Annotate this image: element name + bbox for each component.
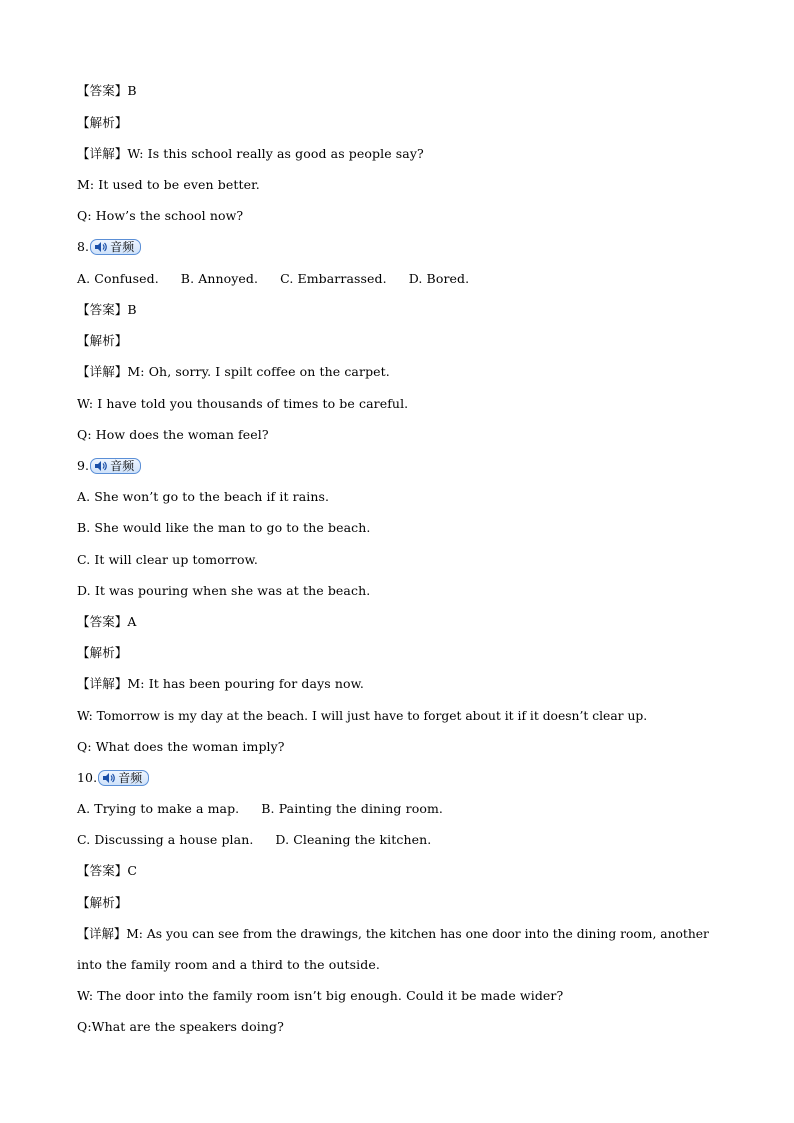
transcript-line: Q:What are the speakers doing?	[77, 1019, 284, 1034]
answer-value: C	[127, 863, 138, 878]
q9-analysis-line	[77, 643, 754, 663]
q8-options	[77, 269, 754, 289]
detail-label: 【详解】	[77, 364, 128, 379]
audio-label: 音频	[110, 239, 135, 254]
option-c: C. Embarrassed.	[280, 271, 387, 286]
transcript-line: Q: How does the woman feel?	[77, 427, 269, 442]
answer-label: 【答案】	[77, 302, 128, 317]
analysis-label: 【解析】	[77, 333, 128, 348]
audio-button[interactable]	[90, 458, 141, 474]
speaker-icon	[102, 772, 116, 784]
audio-button[interactable]	[98, 770, 149, 786]
analysis-label: 【解析】	[77, 115, 128, 130]
q9-detail-line	[77, 674, 754, 694]
transcript-line: M: It used to be even better.	[77, 177, 260, 192]
q10-detail-line	[77, 924, 754, 944]
transcript-line: W: The door into the family room isn’t big enough. Could it be made wider?	[77, 988, 564, 1003]
transcript-line: M: As you can see from the drawings, the kitchen has one door into the dining room, another	[126, 927, 709, 941]
q10-options-row1	[77, 799, 754, 819]
audio-label: 音频	[110, 458, 135, 473]
q10-analysis-line	[77, 893, 754, 913]
transcript-line: W: Is this school really as good as people say?	[127, 146, 424, 161]
option-b: B. Painting the dining room.	[261, 801, 443, 816]
analysis-label: 【解析】	[77, 645, 128, 660]
transcript-line: W: Tomorrow is my day at the beach. I will just have to forget about it if it doesn’t clear up.	[77, 709, 648, 723]
option-d: D. Cleaning the kitchen.	[275, 832, 432, 847]
analysis-label: 【解析】	[77, 895, 128, 910]
option-d: D. It was pouring when she was at the beach.	[77, 583, 371, 598]
question-number: 9.	[77, 458, 90, 473]
q10-options-row2	[77, 830, 754, 850]
answer-label: 【答案】	[77, 83, 128, 98]
question-number: 10.	[77, 770, 98, 785]
q8-answer-line	[77, 300, 754, 320]
question-number: 8.	[77, 239, 90, 254]
q9-answer-line	[77, 612, 754, 632]
q7-answer-line	[77, 81, 754, 101]
answer-value: B	[127, 302, 137, 317]
q8-detail-line	[77, 362, 754, 382]
q7-detail-line	[77, 144, 754, 164]
option-c: C. It will clear up tomorrow.	[77, 552, 258, 567]
q8-analysis-line	[77, 331, 754, 351]
transcript-line: M: It has been pouring for days now.	[127, 676, 364, 691]
audio-button[interactable]	[90, 239, 141, 255]
detail-label: 【详解】	[77, 146, 128, 161]
detail-label: 【详解】	[77, 927, 127, 941]
option-d: D. Bored.	[408, 271, 470, 286]
transcript-line: Q: What does the woman imply?	[77, 739, 285, 754]
option-b: B. Annoyed.	[180, 271, 259, 286]
q10-header	[77, 768, 754, 788]
option-a: A. She won’t go to the beach if it rains.	[77, 489, 330, 504]
q9-header	[77, 456, 754, 476]
transcript-line: M: Oh, sorry. I spilt coffee on the carpet.	[127, 364, 390, 379]
answer-value: B	[127, 83, 137, 98]
transcript-line: W: I have told you thousands of times to be careful.	[77, 396, 409, 411]
option-a: A. Trying to make a map.	[77, 801, 240, 816]
speaker-icon	[94, 241, 108, 253]
q8-header	[77, 237, 754, 257]
transcript-line: Q: How’s the school now?	[77, 208, 244, 223]
option-b: B. She would like the man to go to the beach.	[77, 520, 371, 535]
option-c: C. Discussing a house plan.	[77, 832, 254, 847]
answer-label: 【答案】	[77, 863, 128, 878]
transcript-line: into the family room and a third to the outside.	[77, 957, 380, 972]
audio-label: 音频	[118, 770, 143, 785]
q10-answer-line	[77, 861, 754, 881]
detail-label: 【详解】	[77, 676, 128, 691]
answer-label: 【答案】	[77, 614, 128, 629]
speaker-icon	[94, 460, 108, 472]
option-a: A. Confused.	[77, 271, 159, 286]
answer-value: A	[127, 614, 137, 629]
q7-analysis-line	[77, 113, 754, 133]
